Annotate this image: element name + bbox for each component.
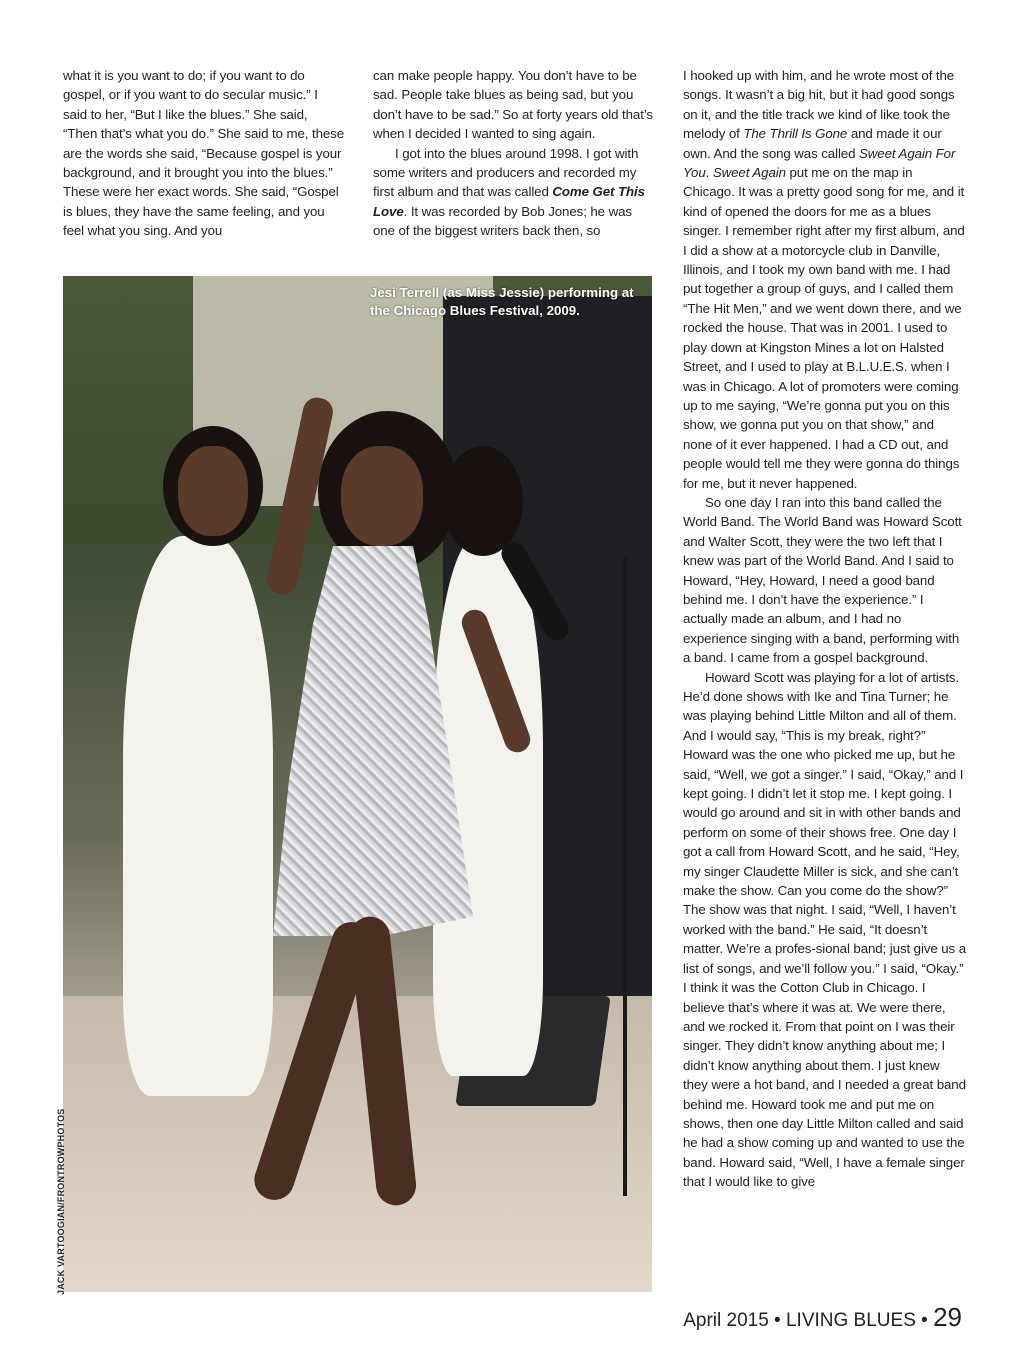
text-run: and made it our own. And the song was called <box>683 126 942 161</box>
backup-singer-face <box>178 446 248 536</box>
song-title: The Thrill Is Gone <box>743 126 848 142</box>
paragraph: can make people happy. You don’t have to be sad. People take blues as being sad, but you don’t have to be sad.” So at forty years old that’s when I decided I wanted to sing again. <box>373 68 653 142</box>
paragraph <box>373 144 655 241</box>
paragraph: what it is you want to do; if you want to do gospel, or if you want to do secular music.” I said to her, “But I like the blues.” She said, “Then that’s what you do.” She said to me, these are the words she said, “Because gospel is your background, and it brought you into the blues.” These were her exact words. She said, “Gospel is blues, they have the same feeling, and you feel what you sing. And you <box>63 68 344 239</box>
mic-stand <box>623 556 627 1196</box>
page-number: 29 <box>933 1302 962 1332</box>
paragraph: Howard Scott was playing for a lot of artists. He’d done shows with Ike and Tina Turner; he was playing behind Little Milton and all of them. And I would say, “This is my break, right?” Howard was the one who picked me up, but he said, “Well, we got a singer.” I said, “Okay,” and I kept going. I didn’t let it stop me. I kept going. I would go around and sit in with other bands and perform on some of their shows free. One day I got a call from Howard Scott, and he said, “Hey, my singer Claudette Miller is sick, and she can’t make the show. Can you come do the show?” The show was that night. I said, “Well, I haven’t worked with the band.” He said, “It doesn’t matter. We’re a profes-sional band; just give us a list of songs, and we’ll follow you.” I said, “Okay.” I think it was the Cotton Club in Chicago. I believe that’s where it was at. We were there, and we rocked it. From that point on I was their singer. They didn’t know anything about me; I didn’t know anything about them. I just knew they were a hot band, and I needed a great band behind me. Howard took me and put me on shows, then one day Little Milton called and said he had a show coming up and wanted to use the band. Howard said, “Well, I have a female singer that I would like to give <box>683 669 966 1190</box>
text-run: I hooked up with him, and he wrote most of the songs. It wasn’t a big hit, but it had good songs on it, and the title track we kind of like took the melody of <box>683 68 955 142</box>
text-run: I got into the blues around 1998. I got with some writers and producers and recorded my first album and that was called <box>373 145 639 200</box>
performance-photo <box>63 276 652 1292</box>
backup-singer-left <box>123 536 273 1096</box>
photo-credit: JACK VARTOOGIAN/FRONTROWPHOTOS <box>56 1108 66 1295</box>
lead-singer-face <box>341 446 423 546</box>
article-column-3 <box>683 66 966 1192</box>
text-run: . <box>705 165 713 181</box>
article-column-1 <box>63 66 345 241</box>
text-run: . It was recorded by Bob Jones; he was one of the biggest writers back then, so <box>373 203 632 239</box>
song-title: Sweet Again <box>712 165 786 181</box>
album-title: Come Get This Love <box>373 184 645 219</box>
song-title: Sweet Again For You <box>683 145 956 181</box>
issue-line: April 2015 • LIVING BLUES • <box>683 1310 934 1331</box>
page-folio <box>683 1302 962 1333</box>
paragraph <box>683 66 966 493</box>
article-column-2 <box>373 66 655 241</box>
paragraph: So one day I ran into this band called the World Band. The World Band was Howard Scott and Walter Scott, they were the two left that I knew was part of the World Band. And I said to Howard, “Hey, Howard, I need a good band behind me. I don’t have the experience.” I actually made an album, and I had no experience singing with a band, performing with a band. I came from a gospel background. <box>683 494 962 666</box>
text-run: put me on the map in Chicago. It was a pretty good song for me, and it kind of opened the doors for me as a blues singer. I remember right after my first album, and I did a show at a motorcycle club in Danville, Illinois, and I took my own band with me. I had put together a group of guys, and I called them “The Hit Men,” and we went down there, and we rocked the house. That was in 2001. I used to play down at Kingston Mines a lot on Halsted Street, and I used to play at B.L.U.E.S. when I was in Chicago. A lot of promoters were coming up to me saying, “We’re gonna put you on this show, we gonna put you on that show,” and none of it ever happened. I had a CD out, and people would tell me they were gonna do things for me, but it never happened. <box>683 165 965 491</box>
photo-caption: Jesi Terrell (as Miss Jessie) performing at the Chicago Blues Festival, 2009. <box>370 285 634 318</box>
